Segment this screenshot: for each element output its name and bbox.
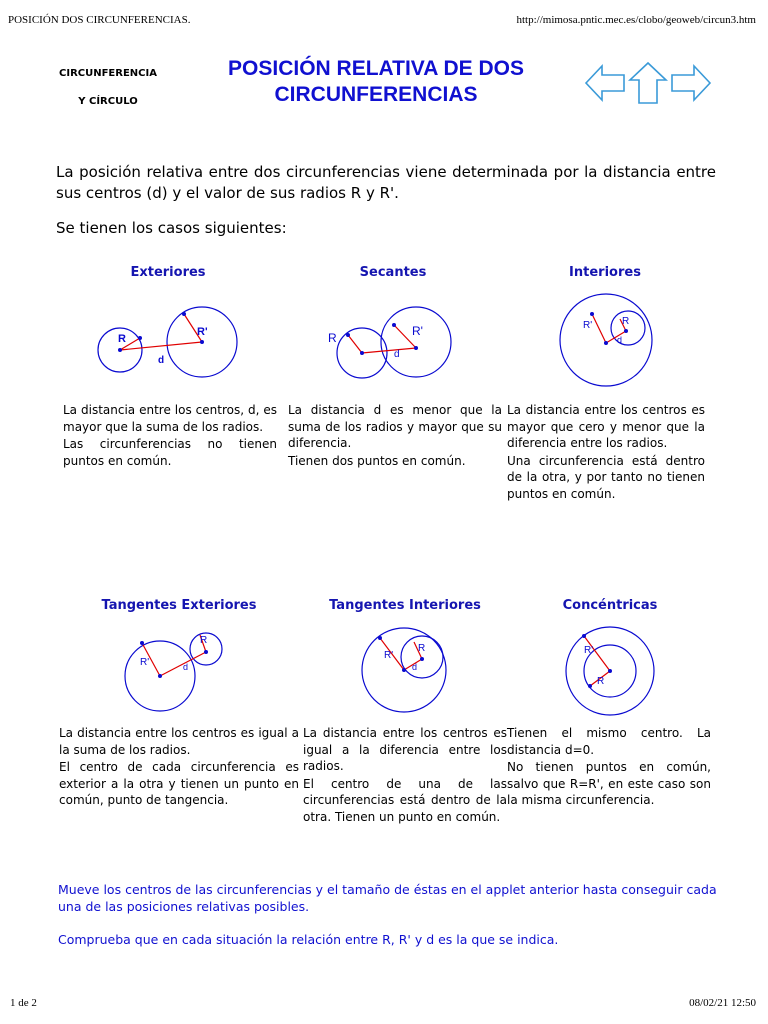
cases-intro: Se tienen los casos siguientes:: [56, 219, 287, 237]
figure-concentricas: [560, 622, 660, 720]
label-d: d: [412, 662, 418, 672]
desc-line: La distancia entre los centros es mayor que cero y menor que la diferencia entre los radios.: [507, 403, 705, 450]
figure-exteriores: [88, 295, 248, 385]
label-d: d: [158, 355, 165, 366]
page-title-line1: POSICIÓN RELATIVA DE DOS: [228, 57, 524, 80]
desc-line: No tienen puntos en común, salvo que R=R', en este caso son la misma circunferencia.: [507, 760, 711, 807]
radius-point: [138, 336, 142, 340]
center-point: [608, 669, 612, 673]
page-title-line2: CIRCUNFERENCIAS: [274, 83, 478, 106]
label-r: R: [118, 333, 126, 345]
nav-link-circulo[interactable]: Y CÍRCULO: [78, 96, 138, 107]
page-title: [196, 56, 556, 108]
center-point: [118, 348, 122, 352]
arrow-up-icon[interactable]: [630, 63, 666, 103]
center-point: [402, 668, 406, 672]
label-r2: R': [197, 326, 208, 338]
case-title-tangentes-exteriores: Tangentes Exteriores: [101, 598, 257, 613]
case-desc-concentricas: [507, 725, 711, 810]
label-d: d: [617, 335, 623, 345]
label-d: d: [183, 662, 189, 672]
center-point: [624, 329, 628, 333]
label-d: d: [394, 349, 400, 360]
label-r2: R': [140, 657, 150, 668]
case-title-secantes: Secantes: [359, 265, 427, 280]
segment-r: [348, 335, 362, 353]
label-r: R: [622, 316, 630, 327]
segment-d: [606, 331, 626, 343]
center-point: [360, 351, 364, 355]
print-header-title: POSICIÓN DOS CIRCUNFERENCIAS.: [8, 14, 191, 26]
page-number: 1 de 2: [10, 997, 37, 1009]
label-r: R: [597, 676, 605, 687]
exercise-check: Comprueba que en cada situación la relación entre R, R' y d es la que se indica.: [58, 932, 559, 947]
figure-tangentes-exteriores: [118, 625, 228, 715]
desc-line: Tienen el mismo centro. La distancia d=0.: [507, 726, 711, 757]
radius-point: [590, 312, 594, 316]
label-r: R: [328, 331, 337, 345]
desc-line: La distancia entre los centros es igual a la diferencia entre los radios.: [303, 726, 507, 773]
case-desc-secantes: [288, 402, 502, 470]
case-desc-tangentes-exteriores: [59, 725, 299, 810]
figure-secantes: [320, 295, 470, 385]
desc-line: Las circunferencias no tienen puntos en común.: [63, 437, 277, 468]
radius-point: [378, 636, 382, 640]
arrow-right-icon[interactable]: [672, 66, 710, 100]
label-r2: R': [583, 320, 593, 331]
segment-d: [362, 348, 416, 353]
figure-interiores: [550, 288, 660, 392]
case-desc-exteriores: [63, 402, 277, 470]
intro-paragraph: La posición relativa entre dos circunferencias viene determinada por la distancia entre sus centros (d) y el valor de sus radios R y R'.: [56, 163, 716, 202]
side-nav: [40, 60, 176, 116]
radius-point: [588, 684, 592, 688]
center-point: [414, 346, 418, 350]
case-title-concentricas: Concéntricas: [562, 598, 658, 613]
desc-line: Una circunferencia está dentro de la otra, y por tanto no tienen puntos en común.: [507, 453, 705, 501]
desc-line: El centro de cada circunferencia es exterior a la otra y tienen un punto en común, punto de tangencia.: [59, 760, 299, 807]
print-header-url: http://mimosa.pntic.mec.es/clobo/geoweb/circun3.htm: [516, 14, 756, 26]
center-point: [204, 650, 208, 654]
radius-point: [392, 323, 396, 327]
case-desc-interiores: [507, 402, 705, 503]
exercise-instruction: Mueve los centros de las circunferencias y el tamaño de éstas en el applet anterior hasta conseguir cada una de las posiciones relativas posibles.: [58, 882, 717, 914]
label-r2: R': [412, 324, 423, 338]
desc-line: Tienen dos puntos en común.: [288, 453, 466, 468]
circle-r2: [560, 294, 652, 386]
radius-point: [182, 312, 186, 316]
case-title-tangentes-interiores: Tangentes Interiores: [329, 598, 481, 613]
label-r2: R': [584, 645, 594, 656]
print-datetime: 08/02/21 12:50: [689, 997, 756, 1009]
figure-tangentes-interiores: [356, 622, 456, 718]
radius-point: [140, 641, 144, 645]
case-title-exteriores: Exteriores: [130, 265, 206, 280]
nav-link-circunferencia[interactable]: CIRCUNFERENCIA: [59, 68, 157, 79]
desc-line: La distancia entre los centros, d, es mayor que la suma de los radios.: [63, 403, 277, 434]
case-desc-tangentes-interiores: [303, 725, 507, 826]
arrow-left-icon[interactable]: [586, 66, 624, 100]
segment-r2: [592, 314, 606, 343]
center-point: [604, 341, 608, 345]
label-r2: R': [384, 650, 394, 661]
center-point: [420, 657, 424, 661]
center-point: [158, 674, 162, 678]
label-r: R: [200, 635, 208, 646]
radius-point: [346, 333, 350, 337]
nav-arrows: [584, 60, 714, 106]
desc-line: La distancia entre los centros es igual a la suma de los radios.: [59, 726, 299, 757]
radius-point: [582, 634, 586, 638]
circle-r2: [381, 307, 451, 377]
desc-line: La distancia d es menor que la suma de los radios y mayor que su diferencia.: [288, 403, 502, 450]
desc-line: El centro de una de las circunferencias está dentro de la otra. Tienen un punto en común.: [303, 776, 507, 824]
center-point: [200, 340, 204, 344]
label-r: R: [418, 643, 426, 654]
case-title-interiores: Interiores: [569, 265, 641, 280]
